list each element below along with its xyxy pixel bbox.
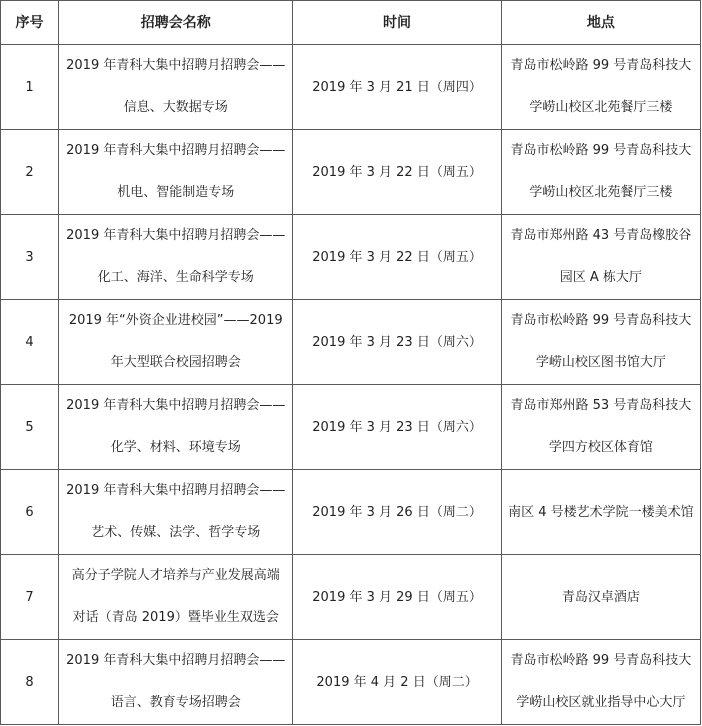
row-time: 2019 年 4 月 2 日（周二） xyxy=(293,640,501,725)
row-name xyxy=(59,385,293,470)
row-place-line2: 学崂山校区北苑餐厅三楼 xyxy=(529,100,673,115)
row-name xyxy=(59,470,293,555)
table-row xyxy=(1,640,701,725)
row-name-line1: 2019 年青科大集中招聘月招聘会—— xyxy=(66,483,286,498)
row-time: 2019 年 3 月 22 日（周五） xyxy=(293,215,501,300)
table-row xyxy=(1,300,701,385)
row-place xyxy=(501,215,700,300)
row-place-line1: 青岛市松岭路 99 号青岛科技大 xyxy=(510,313,692,328)
row-place-line2: 学四方校区体育馆 xyxy=(548,440,653,455)
row-index: 7 xyxy=(1,555,59,640)
row-time: 2019 年 3 月 23 日（周六） xyxy=(293,385,501,470)
row-place-line1: 青岛市郑州路 43 号青岛橡胶谷 xyxy=(510,228,692,243)
row-place-line1: 青岛市松岭路 99 号青岛科技大 xyxy=(510,143,692,158)
row-index: 4 xyxy=(1,300,59,385)
row-name-line2: 年大型联合校园招聘会 xyxy=(110,355,241,370)
row-place-line1: 青岛市郑州路 53 号青岛科技大 xyxy=(510,398,692,413)
row-name xyxy=(59,130,293,215)
row-name-line2: 艺术、传媒、法学、哲学专场 xyxy=(91,525,261,540)
row-place xyxy=(501,130,700,215)
table-header-row xyxy=(1,1,701,45)
row-time: 2019 年 3 月 21 日（周四） xyxy=(293,45,501,130)
row-name xyxy=(59,45,293,130)
row-name-line2: 语言、教育专场招聘会 xyxy=(110,695,241,710)
table-row xyxy=(1,45,701,130)
row-name-line2: 机电、智能制造专场 xyxy=(117,185,235,200)
table-row xyxy=(1,215,701,300)
header-time: 时间 xyxy=(293,1,501,45)
row-place-line2: 学崂山校区北苑餐厅三楼 xyxy=(529,185,673,200)
row-time: 2019 年 3 月 23 日（周六） xyxy=(293,300,501,385)
table-row xyxy=(1,130,701,215)
row-place-line2: 园区 A 栋大厅 xyxy=(559,270,642,285)
row-time: 2019 年 3 月 26 日（周二） xyxy=(293,470,501,555)
row-place: 南区 4 号楼艺术学院一楼美术馆 xyxy=(501,470,700,555)
row-name-line2: 对话（青岛 2019）暨毕业生双选会 xyxy=(72,610,279,625)
header-name: 招聘会名称 xyxy=(59,1,293,45)
row-name xyxy=(59,215,293,300)
row-name-line2: 化学、材料、环境专场 xyxy=(110,440,241,455)
row-place-line2: 学崂山校区就业指导中心大厅 xyxy=(516,695,686,710)
row-index: 3 xyxy=(1,215,59,300)
row-index: 5 xyxy=(1,385,59,470)
header-place: 地点 xyxy=(501,1,700,45)
table-row xyxy=(1,385,701,470)
row-name xyxy=(59,640,293,725)
table-row xyxy=(1,470,701,555)
row-index: 8 xyxy=(1,640,59,725)
row-name-line2: 化工、海洋、生命科学专场 xyxy=(97,270,254,285)
row-name xyxy=(59,300,293,385)
row-place-line1: 青岛市松岭路 99 号青岛科技大 xyxy=(510,653,692,668)
row-index: 6 xyxy=(1,470,59,555)
row-place-line1: 青岛市松岭路 99 号青岛科技大 xyxy=(510,58,692,73)
row-index: 2 xyxy=(1,130,59,215)
header-index: 序号 xyxy=(1,1,59,45)
row-name-line1: 2019 年青科大集中招聘月招聘会—— xyxy=(66,143,286,158)
row-place xyxy=(501,385,700,470)
row-place xyxy=(501,300,700,385)
row-index: 1 xyxy=(1,45,59,130)
row-place xyxy=(501,640,700,725)
row-name-line1: 2019 年“外资企业进校园”——2019 xyxy=(68,313,283,328)
row-time: 2019 年 3 月 22 日（周五） xyxy=(293,130,501,215)
row-name xyxy=(59,555,293,640)
row-name-line1: 2019 年青科大集中招聘月招聘会—— xyxy=(66,653,286,668)
row-name-line2: 信息、大数据专场 xyxy=(123,100,228,115)
row-name-line1: 2019 年青科大集中招聘月招聘会—— xyxy=(66,398,286,413)
row-name-line1: 高分子学院人才培养与产业发展高端 xyxy=(71,568,280,583)
row-place xyxy=(501,45,700,130)
row-place-line2: 学崂山校区图书馆大厅 xyxy=(535,355,666,370)
row-time: 2019 年 3 月 29 日（周五） xyxy=(293,555,501,640)
table-row xyxy=(1,555,701,640)
row-place: 青岛汉卓酒店 xyxy=(501,555,700,640)
row-name-line1: 2019 年青科大集中招聘月招聘会—— xyxy=(66,58,286,73)
row-name-line1: 2019 年青科大集中招聘月招聘会—— xyxy=(66,228,286,243)
